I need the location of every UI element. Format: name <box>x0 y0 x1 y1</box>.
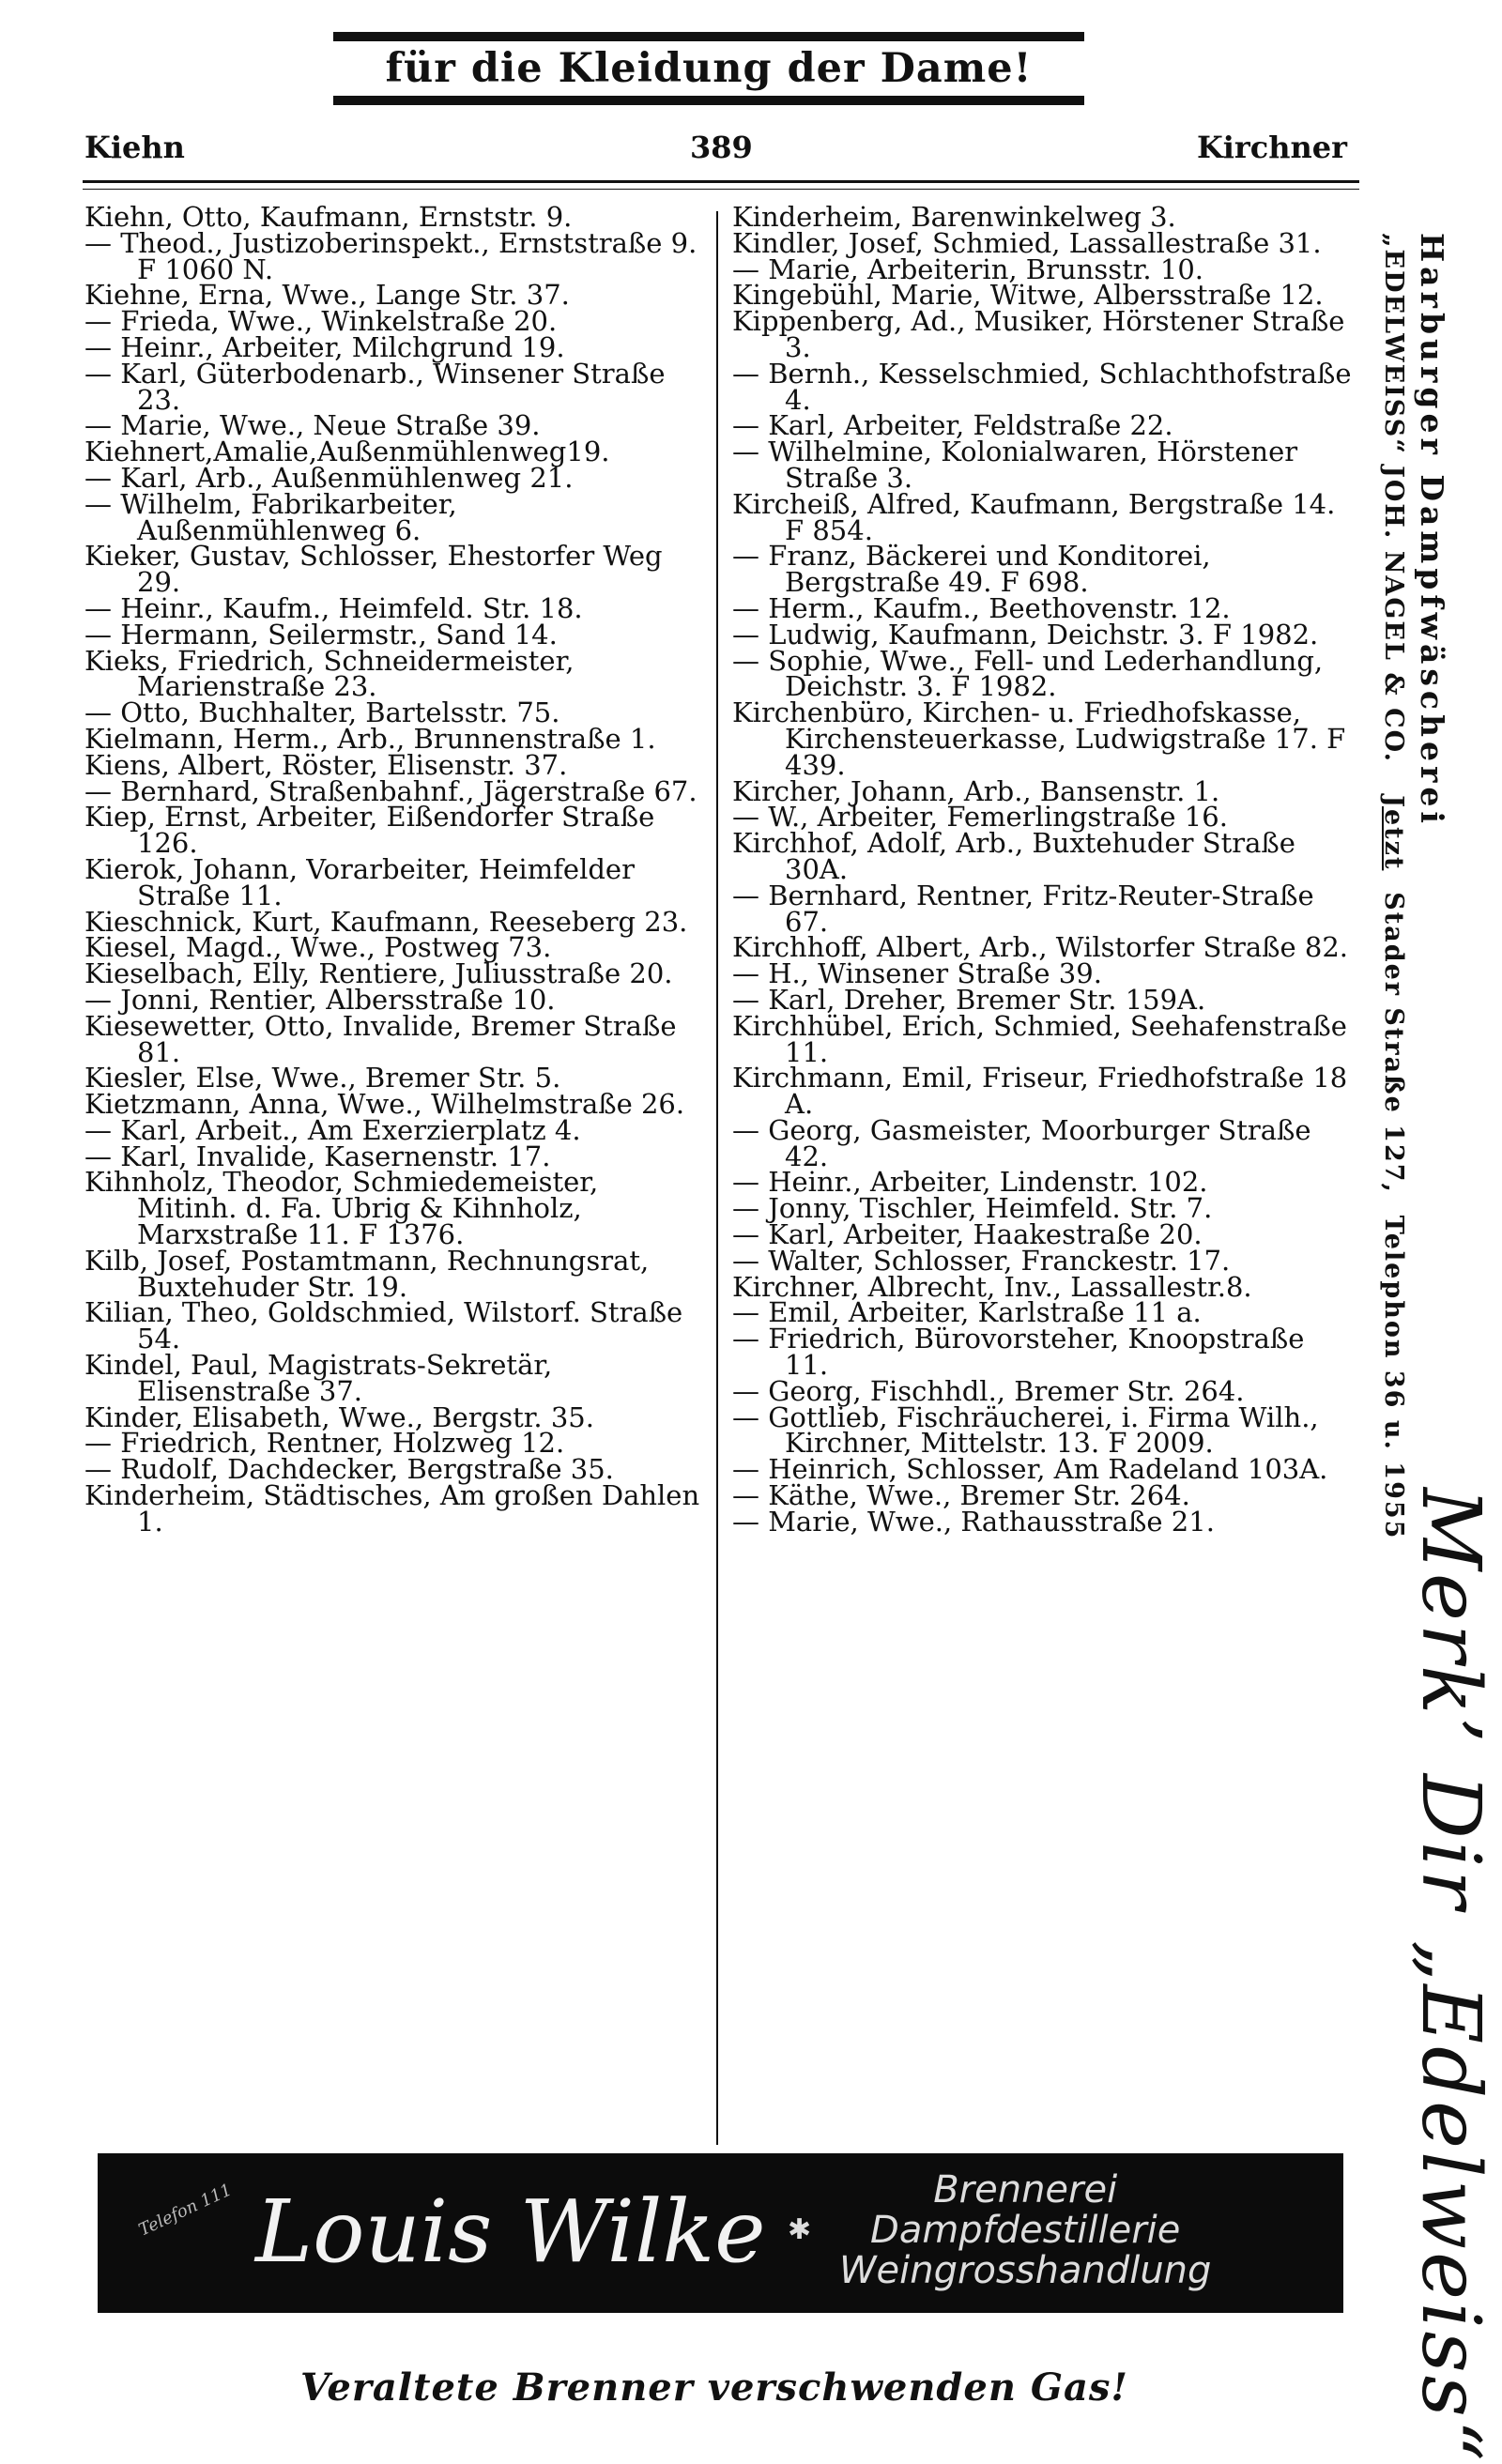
directory-entry: — Jonny, Tischler, Heimfeld. Str. 7. <box>732 1192 1213 1225</box>
directory-entry: — Karl, Arbeiter, Feldstraße 22. <box>732 409 1173 442</box>
directory-entry: Kingebühl, Marie, Witwe, Albersstraße 12. <box>732 279 1324 312</box>
page-number: 389 <box>690 130 753 165</box>
side-ad-slogan: Merk’ Dir „Edelweiss“ <box>1403 1488 1497 2464</box>
directory-entry: — Marie, Wwe., Neue Straße 39. <box>84 409 541 442</box>
directory-entry: Kircheiß, Alfred, Kaufmann, Bergstraße 14. F 854. <box>732 487 1336 546</box>
side-ad-address: Stader Straße 127 <box>1379 892 1408 1184</box>
directory-entry: — Karl, Invalide, Kasernenstr. 17. <box>84 1140 551 1172</box>
side-ad-phone: Telephon 36 u. 1955 <box>1379 1215 1408 1540</box>
directory-entry: — Rudolf, Dachdecker, Bergstraße 35. <box>84 1453 614 1486</box>
directory-entry: Kiesler, Else, Wwe., Bremer Str. 5. <box>84 1062 561 1094</box>
directory-entry: Kinder, Elisabeth, Wwe., Bergstr. 35. <box>84 1400 594 1433</box>
directory-entry: Kindel, Paul, Magistrats-Sekretär, Elisenstraße 37. <box>84 1349 553 1407</box>
directory-entry: Kieker, Gustav, Schlosser, Ehestorfer Weg 29. <box>84 540 663 599</box>
directory-entry: — Walter, Schlosser, Franckestr. 17. <box>732 1244 1231 1277</box>
directory-entry: Kilb, Josef, Postamtmann, Rechnungsrat, Buxtehuder Str. 19. <box>84 1244 650 1303</box>
side-ad-company: „EDELWEISS“ JOH. NAGEL & CO. <box>1379 233 1408 763</box>
directory-entry: — Heinr., Arbeiter, Milchgrund 19. <box>84 330 565 363</box>
directory-entry: — Marie, Arbeiterin, Brunsstr. 10. <box>732 253 1203 285</box>
directory-entry: Kirchenbüro, Kirchen- u. Friedhofskasse, Kirchensteuerkasse, Ludwigstraße 17. F 439. <box>732 696 1346 781</box>
footer-slogan: Veraltete Brenner verschwenden Gas! <box>300 2365 1128 2410</box>
directory-entry: Kihnholz, Theodor, Schmiedemeister, Mitinh. d. Fa. Ubrig & Kihnholz, Marxstraße 11. F 1376. <box>84 1166 599 1251</box>
directory-entry: — Hermann, Seilermstr., Sand 14. <box>84 618 558 650</box>
directory-entry: — Bernhard, Rentner, Fritz-Reuter-Straße 67. <box>732 879 1314 938</box>
directory-entry: Kinderheim, Barenwinkelweg 3. <box>732 201 1176 233</box>
side-ad-line1: Harburger Dampfwäscherei <box>1414 233 1450 828</box>
ad-company-name: Louis Wilke <box>255 2181 766 2282</box>
directory-entry: Kieks, Friedrich, Schneidermeister, Marienstraße 23. <box>84 644 575 703</box>
bottom-advertisement <box>98 2153 1343 2313</box>
directory-entry: Kilian, Theo, Goldschmied, Wilstorf. Straße 54. <box>84 1296 683 1355</box>
directory-entry: Kirchmann, Emil, Friseur, Friedhofstraße 18 A. <box>732 1062 1348 1121</box>
directory-entry: Kircher, Johann, Arb., Bansenstr. 1. <box>732 774 1220 807</box>
header-rule-thick <box>83 180 1359 183</box>
directory-entry: Kiehn, Otto, Kaufmann, Ernststr. 9. <box>84 201 573 233</box>
directory-entry: — Karl, Arbeit., Am Exerzierplatz 4. <box>84 1113 581 1146</box>
top-banner: für die Kleidung der Dame! <box>333 32 1084 105</box>
directory-entry: — Sophie, Wwe., Fell- und Lederhandlung, Deichstr. 3. F 1982. <box>732 644 1324 703</box>
column-divider <box>716 211 718 2145</box>
side-ad-jetzt: Jetzt <box>1379 795 1408 871</box>
directory-entry: — W., Arbeiter, Femerlingstraße 16. <box>732 801 1228 834</box>
directory-entry: — Otto, Buchhalter, Bartelsstr. 75. <box>84 696 560 729</box>
right-column <box>732 201 1352 1538</box>
directory-entry: — Herm., Kaufm., Beethovenstr. 12. <box>732 591 1231 624</box>
directory-entry: Kielmann, Herm., Arb., Brunnenstraße 1. <box>84 722 656 755</box>
directory-entry: — Gottlieb, Fischräucherei, i. Firma Wilh., Kirchner, Mittelstr. 13. F 2009. <box>732 1400 1319 1460</box>
header-right-keyword: Kirchner <box>1196 130 1347 165</box>
directory-entry: — Karl, Arb., Außenmühlenweg 21. <box>84 461 574 494</box>
directory-entry: — Ludwig, Kaufmann, Deichstr. 3. F 1982. <box>732 618 1319 650</box>
directory-entry: — Heinr., Arbeiter, Lindenstr. 102. <box>732 1166 1208 1199</box>
directory-entry: Kieschnick, Kurt, Kaufmann, Reeseberg 23. <box>84 905 688 938</box>
directory-entry: — Emil, Arbeiter, Karlstraße 11 a. <box>732 1296 1202 1329</box>
directory-entry: — Bernhard, Straßenbahnf., Jägerstraße 67. <box>84 774 697 807</box>
directory-entry: Kiens, Albert, Röster, Elisenstr. 37. <box>84 748 568 781</box>
directory-entry: — Jonni, Rentier, Albersstraße 10. <box>84 983 556 1016</box>
directory-entry: — Käthe, Wwe., Bremer Str. 264. <box>732 1479 1190 1512</box>
directory-entry: — Theod., Justizoberinspekt., Ernststraße 9. F 1060 N. <box>84 226 697 285</box>
left-column <box>84 201 704 1538</box>
directory-entry: — Friedrich, Bürovorsteher, Knoopstraße 11. <box>732 1323 1305 1382</box>
directory-entry: — Marie, Wwe., Rathausstraße 21. <box>732 1505 1215 1538</box>
directory-entry: — Bernh., Kesselschmied, Schlachthofstraße 4. <box>732 357 1352 416</box>
directory-entry: Kindler, Josef, Schmied, Lassallestraße 31. <box>732 226 1322 259</box>
ad-line-2: Dampfdestillerie <box>870 2209 1181 2252</box>
directory-entry: — Heinrich, Schlosser, Am Radeland 103A. <box>732 1453 1328 1486</box>
directory-entry: — Karl, Arbeiter, Haakestraße 20. <box>732 1218 1203 1251</box>
ad-line-1: Brennerei <box>933 2168 1118 2211</box>
directory-entry: Kiehne, Erna, Wwe., Lange Str. 37. <box>84 279 570 312</box>
directory-entry: Kinderheim, Städtisches, Am großen Dahlen 1. <box>84 1479 700 1538</box>
directory-entry: — Frieda, Wwe., Winkelstraße 20. <box>84 305 558 338</box>
directory-entry: Kiehnert,Amalie,Außenmühlenweg19. <box>84 436 610 468</box>
directory-entry: Kiep, Ernst, Arbeiter, Eißendorfer Straße 126. <box>84 801 655 860</box>
directory-entry: — Karl, Güterbodenarb., Winsener Straße 23. <box>84 357 666 416</box>
directory-entry: Kietzmann, Anna, Wwe., Wilhelmstraße 26. <box>84 1088 685 1121</box>
directory-entry: — Georg, Gasmeister, Moorburger Straße 42. <box>732 1113 1311 1172</box>
directory-entry: — Heinr., Kaufm., Heimfeld. Str. 18. <box>84 591 583 624</box>
directory-entry: Kirchhof, Adolf, Arb., Buxtehuder Straße 30A. <box>732 827 1295 885</box>
directory-entry: — Franz, Bäckerei und Konditorei, Bergstraße 49. F 698. <box>732 540 1211 599</box>
ad-line-3: Weingrosshandlung <box>839 2249 1212 2292</box>
directory-entry: Kirchhoff, Albert, Arb., Wilstorfer Straße 82. <box>732 931 1349 964</box>
ad-ornament-icon: ✱ <box>788 2213 812 2246</box>
directory-entry: Kiesel, Magd., Wwe., Postweg 73. <box>84 931 552 964</box>
directory-entry: — Wilhelmine, Kolonialwaren, Hörstener Straße 3. <box>732 436 1298 494</box>
directory-entry: Kieselbach, Elly, Rentiere, Juliusstraße 20. <box>84 957 673 990</box>
directory-entry: — Friedrich, Rentner, Holzweg 12. <box>84 1427 565 1460</box>
directory-entry: — Georg, Fischhdl., Bremer Str. 264. <box>732 1374 1245 1407</box>
side-ad-line2: „EDELWEISS“ JOH. NAGEL & CO. Jetzt Stader Straße 127, Telephon 36 u. 1955 <box>1379 233 1408 1540</box>
directory-entry: Kierok, Johann, Vorarbeiter, Heimfelder Straße 11. <box>84 852 635 911</box>
directory-entry: — H., Winsener Straße 39. <box>732 957 1102 990</box>
header-left-keyword: Kiehn <box>84 130 185 165</box>
directory-entry: — Karl, Dreher, Bremer Str. 159A. <box>732 983 1206 1016</box>
directory-entry: — Wilhelm, Fabrikarbeiter, Außenmühlenweg 6. <box>84 487 457 546</box>
directory-entry: Kirchhübel, Erich, Schmied, Seehafenstraße 11. <box>732 1009 1347 1068</box>
ad-telefon: Telefon 111 <box>135 2180 236 2241</box>
directory-entry: Kiesewetter, Otto, Invalide, Bremer Straße 81. <box>84 1009 677 1068</box>
directory-entry: Kippenberg, Ad., Musiker, Hörstener Straße 3. <box>732 305 1345 363</box>
directory-entry: Kirchner, Albrecht, Inv., Lassallestr.8. <box>732 1270 1252 1303</box>
header-rule-thin <box>83 189 1359 190</box>
ad-description <box>839 2170 1211 2291</box>
